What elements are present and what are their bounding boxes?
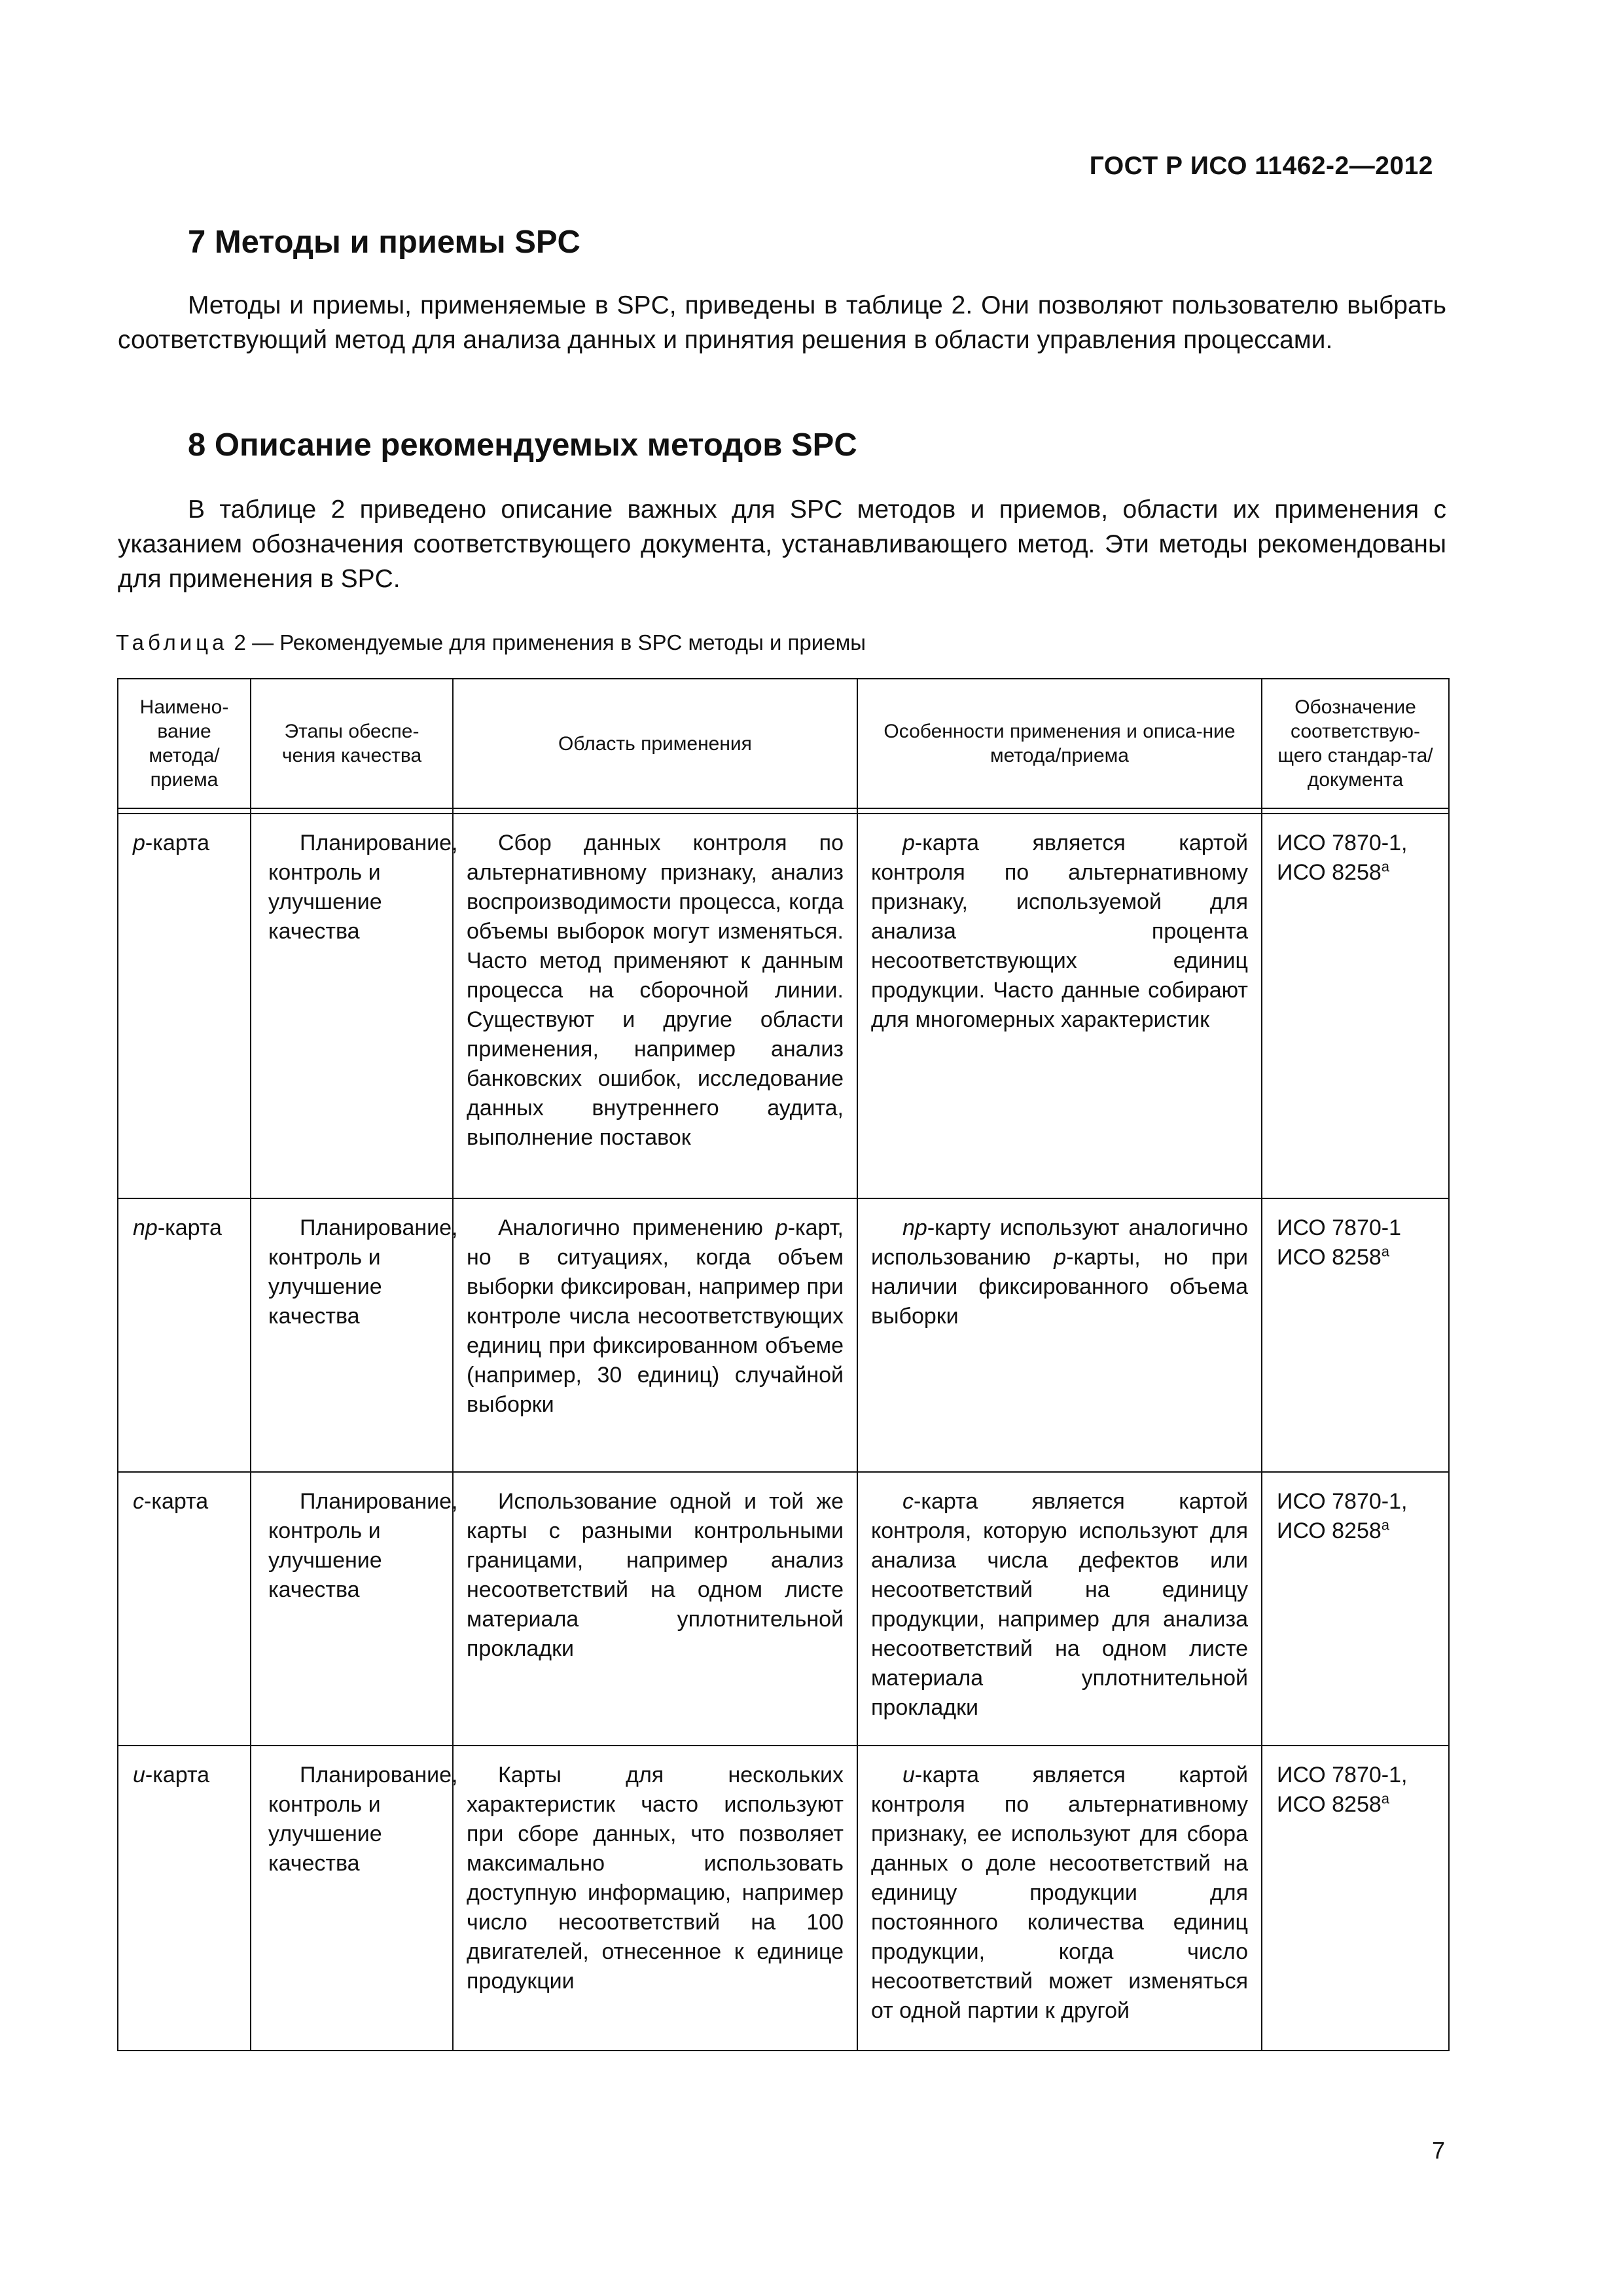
- table-header-row: [118, 679, 1449, 808]
- table-row: [118, 1746, 1449, 2051]
- quality-stage-cell: Планирование, контроль и улучшение качества: [251, 1472, 453, 1746]
- method-name-cell: p-карта: [118, 814, 251, 1198]
- section-8-title: 8 Описание рекомендуемых методов SPC: [188, 427, 857, 463]
- application-area-cell: Сбор данных контроля по альтернативному признаку, анализ воспроизводимости процесса, когда объемы выборок могут изменяться. Часто метод применяют к данным процесса на сборочной линии. Существуют и другие области применения, например анализ банковских ошибок, исследование данных внутреннего аудита, выполнение поставок: [453, 814, 857, 1198]
- header-method-name: Наимено-вание метода/ приема: [118, 679, 251, 808]
- header-quality-stages: Этапы обеспе-чения качества: [251, 679, 453, 808]
- description-cell: u-карта является картой контроля по альтернативному признаку, ее используют для сбора данных о доле несоответствий на единицу продукции для постоянного количества единиц продукции, когда число несоответствий может изменяться от одной партии к другой: [857, 1746, 1262, 2051]
- table-caption: [116, 630, 866, 655]
- table-caption-text: 2 — Рекомендуемые для применения в SPC методы и приемы: [228, 630, 866, 655]
- header-separator: [118, 808, 1449, 814]
- table-row: [118, 1472, 1449, 1746]
- table-row: [118, 814, 1449, 1198]
- table-row: [118, 1198, 1449, 1472]
- application-area-cell: Карты для нескольких характеристик часто используют при сборе данных, что позволяет максимально использовать доступную информацию, например число несоответствий на 100 двигателей, отнесенное к единице продукции: [453, 1746, 857, 2051]
- standard-code-header: ГОСТ Р ИСО 11462-2—2012: [1089, 152, 1433, 180]
- method-name-cell: c-карта: [118, 1472, 251, 1746]
- method-name-cell: u-карта: [118, 1746, 251, 2051]
- methods-table: [117, 678, 1450, 2051]
- standard-reference-cell: ИСО 7870-1, ИСО 8258$^a$: [1262, 1746, 1449, 2051]
- table-caption-label: Таблица: [116, 630, 228, 655]
- description-cell: np-карту используют аналогично использованию p-карты, но при наличии фиксированного объема выборки: [857, 1198, 1262, 1472]
- header-standard-reference: Обозначение соответствую-щего стандар-та/документа: [1262, 679, 1449, 808]
- page-number: 7: [1431, 2137, 1445, 2164]
- standard-reference-cell: ИСО 7870-1, ИСО 8258$^a$: [1262, 1472, 1449, 1746]
- header-method-description: Особенности применения и описа-ние метода/приема: [857, 679, 1262, 808]
- method-name-cell: np-карта: [118, 1198, 251, 1472]
- application-area-cell: Использование одной и той же карты с разными контрольными границами, например анализ несоответствий на одном листе материала уплотнительной прокладки: [453, 1472, 857, 1746]
- header-application-area: Область применения: [453, 679, 857, 808]
- quality-stage-cell: Планирование, контроль и улучшение качества: [251, 1198, 453, 1472]
- section-7-title: 7 Методы и приемы SPC: [188, 224, 580, 260]
- standard-reference-cell: ИСО 7870-1, ИСО 8258$^a$: [1262, 814, 1449, 1198]
- quality-stage-cell: Планирование, контроль и улучшение качества: [251, 814, 453, 1198]
- section-7-paragraph: Методы и приемы, применяемые в SPC, приведены в таблице 2. Они позволяют пользователю выбрать соответствующий метод для анализа данных и принятия решения в области управления процессами.: [118, 291, 1446, 354]
- description-cell: c-карта является картой контроля, которую используют для анализа числа дефектов или несоответствий на единицу продукции, например для анализа несоответствий на одном листе материала уплотнительной прокладки: [857, 1472, 1262, 1746]
- application-area-cell: Аналогично применению p-карт, но в ситуациях, когда объем выборки фиксирован, например при контроле числа несоответствующих единиц при фиксированном объеме (например, 30 единиц) случайной выборки: [453, 1198, 857, 1472]
- description-cell: p-карта является картой контроля по альтернативному признаку, используемой для анализа процента несоответствующих единиц продукции. Часто данные собирают для многомерных характеристик: [857, 814, 1262, 1198]
- section-8-paragraph: В таблице 2 приведено описание важных для SPC методов и приемов, области их применения с указанием обозначения соответствующего документа, устанавливающего метод. Эти методы рекомендованы для применения в SPC.: [118, 495, 1446, 593]
- standard-reference-cell: ИСО 7870-1 ИСО 8258$^a$: [1262, 1198, 1449, 1472]
- quality-stage-cell: Планирование, контроль и улучшение качества: [251, 1746, 453, 2051]
